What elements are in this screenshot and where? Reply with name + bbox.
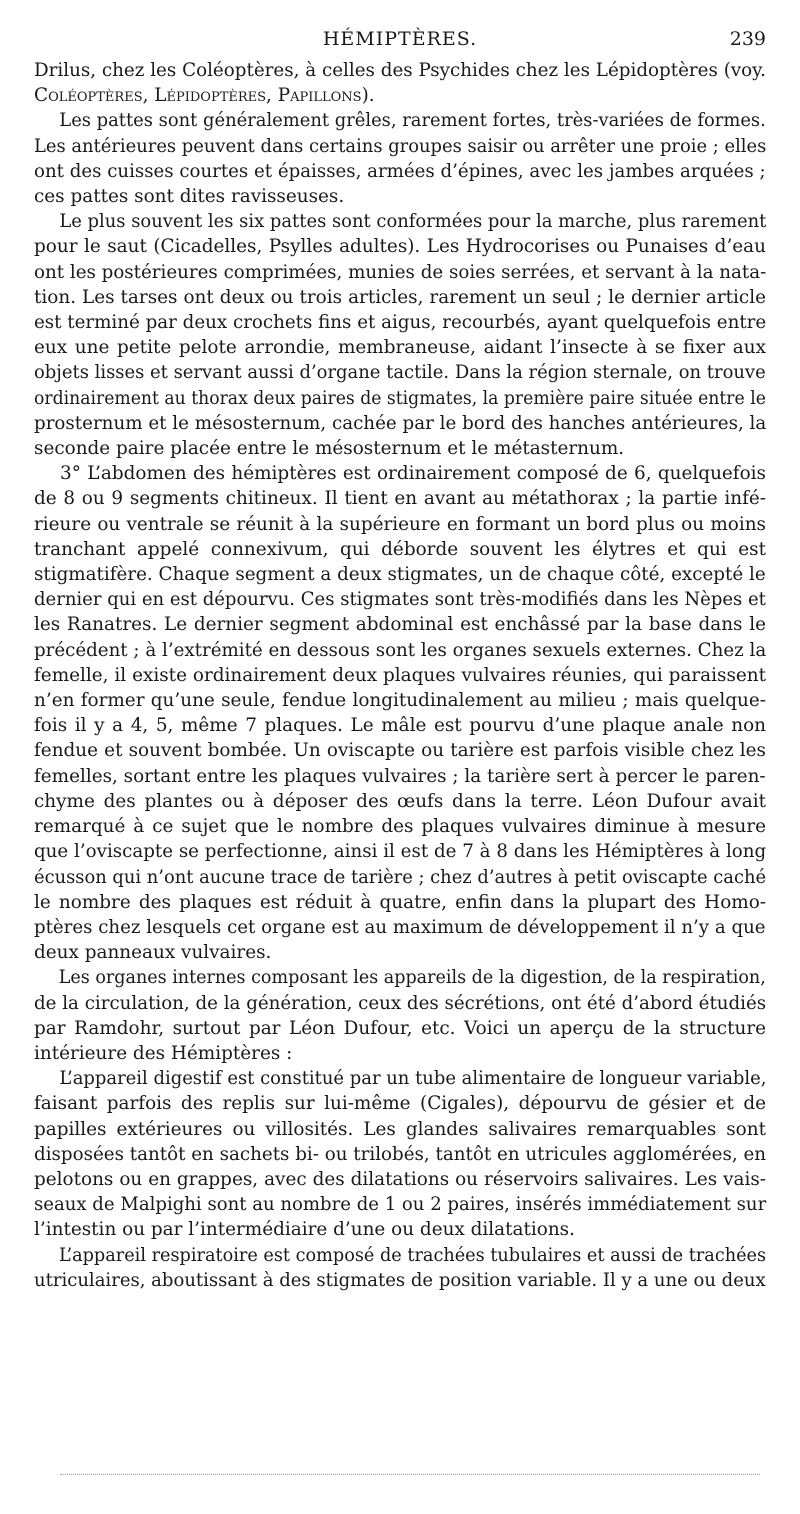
text-line: intérieure des Hémiptères : [34, 1042, 293, 1064]
page-number: 239 [729, 28, 766, 50]
text-line: précédent ; à l’extrémité en dessous sont les organes sexuels externes. Chez la [34, 639, 767, 661]
text-line: fendue et souvent bombée. Un oviscapte ou tarière est parfois visible chez les [34, 740, 766, 762]
text-line: par Ramdohr, surtout par Léon Dufour, etc. Voici un aperçu de la structure [34, 1017, 766, 1039]
page-header [34, 28, 766, 58]
text-line: objets lisses et servant aussi d’organe tactile. Dans la région sternale, on trouve [34, 362, 766, 384]
text-line: L’appareil respiratoire est composé de trachées tubulaires et aussi de trachées [58, 1244, 767, 1266]
text-line: tion. Les tarses ont deux ou trois articles, rarement un seul ; le dernier article [34, 286, 766, 308]
text-line: prosternum et le mésosternum, cachée par le bord des hanches antérieures, la [34, 412, 767, 434]
text-line: rieure ou ventrale se réunit à la supérieure en formant un bord plus ou moins [34, 513, 766, 535]
text-line: seaux de Malpighi sont au nombre de 1 ou 2 paires, insérés immédiatement sur [34, 1194, 767, 1216]
document-page [34, 28, 766, 1293]
text-line: chyme des plantes ou à déposer des œufs dans la terre. Léon Dufour avait [34, 790, 766, 812]
text-line: Drilus, chez les Coléoptères, à celles des Psychides chez les Lépidoptères (voy. [34, 60, 766, 81]
text-line: pelotons ou en grappes, avec des dilatations ou réservoirs salivaires. Les vais- [34, 1168, 766, 1190]
text-line: Coléoptères, Lépidoptères, Papillons). [34, 85, 375, 107]
text-line: ont les postérieures comprimées, munies de soies serrées, et servant à la nata- [34, 261, 767, 283]
body-text [34, 58, 766, 1293]
running-title: HÉMIPTÈRES. [322, 28, 478, 50]
text-line: Le plus souvent les six pattes sont conformées pour la marche, plus rarement [59, 211, 767, 233]
text-line: tranchant appelé connexivum, qui déborde souvent les élytres et qui est [34, 538, 766, 560]
text-line: faisant parfois des replis sur lui-même (Cigales), dépourvu de gésier et de [34, 1093, 766, 1115]
text-line: les Ranatres. Le dernier segment abdominal est enchâssé par la base dans le [34, 614, 766, 636]
text-line: deux panneaux vulvaires. [34, 942, 272, 964]
text-line: Les antérieures peuvent dans certains groupes saisir ou arrêter une proie ; elles [34, 135, 767, 157]
text-line: de la circulation, de la génération, ceux des sécrétions, ont été d’abord étudiés [34, 992, 767, 1014]
text-line: eux une petite pelote arrondie, membraneuse, aidant l’insecte à se fixer aux [34, 337, 766, 359]
text-line: ont des cuisses courtes et épaisses, armées d’épines, avec les jambes arquées ; [34, 160, 766, 182]
text-line: utriculaires, aboutissant à des stigmates de position variable. Il y a une ou deux [34, 1269, 766, 1291]
text-line: stigmatifère. Chaque segment a deux stigmates, un de chaque côté, excepté le [34, 564, 766, 586]
text-line: fois il y a 4, 5, même 7 plaques. Le mâle est pourvu d’une plaque anale non [34, 715, 766, 737]
text-line: est terminé par deux crochets fins et aigus, recourbés, ayant quelquefois entre [34, 312, 767, 334]
text-line: femelles, sortant entre les plaques vulvaires ; la tarière sert à percer le paren- [34, 765, 766, 787]
text-line: papilles extérieures ou villosités. Les glandes salivaires remarquables sont [34, 1118, 766, 1140]
text-line: dernier qui en est dépourvu. Ces stigmates sont très-modifiés dans les Nèpes et [34, 589, 766, 611]
footer-rule [60, 1474, 760, 1475]
text-line: l’intestin ou par l’intermédiaire d’une ou deux dilatations. [34, 1219, 575, 1241]
text-line: L’appareil digestif est constitué par un tube alimentaire de longueur variable, [59, 1068, 767, 1090]
text-line: ces pattes sont dites ravisseuses. [34, 186, 345, 208]
text-line: n’en former qu’une seule, fendue longitudinalement au milieu ; mais quelque- [34, 690, 766, 712]
text-line: ordinairement au thorax deux paires de stigmates, la première paire située entre le [34, 387, 766, 409]
text-line: Les organes internes composant les appareils de la digestion, de la respiration, [58, 967, 766, 989]
text-line: de 8 ou 9 segments chitineux. Il tient en avant au métathorax ; la partie infé- [34, 488, 766, 510]
text-line: seconde paire placée entre le mésosternum et le métasternum. [34, 438, 625, 460]
text-line: le nombre des plaques est réduit à quatre, enfin dans la plupart des Homo- [34, 891, 766, 913]
text-line: 3° L’abdomen des hémiptères est ordinairement composé de 6, quelquefois [60, 463, 766, 485]
text-line: femelle, il existe ordinairement deux plaques vulvaires réunies, qui paraissent [34, 664, 766, 686]
text-line: Les pattes sont généralement grêles, rarement fortes, très-variées de formes. [59, 110, 766, 132]
text-line: écusson qui n’ont aucune trace de tarière ; chez d’autres à petit oviscapte caché [34, 866, 767, 888]
text-line: disposées tantôt en sachets bi- ou trilobés, tantôt en utricules agglomérées, en [34, 1143, 767, 1165]
text-line: ptères chez lesquels cet organe est au maximum de développement il n’y a que [34, 916, 766, 938]
text-line: pour le saut (Cicadelles, Psylles adultes). Les Hydrocorises ou Punaises d’eau [34, 236, 766, 258]
text-line: que l’oviscapte se perfectionne, ainsi il est de 7 à 8 dans les Hémiptères à long [34, 841, 767, 863]
text-line: remarqué à ce sujet que le nombre des plaques vulvaires diminue à mesure [34, 816, 766, 838]
